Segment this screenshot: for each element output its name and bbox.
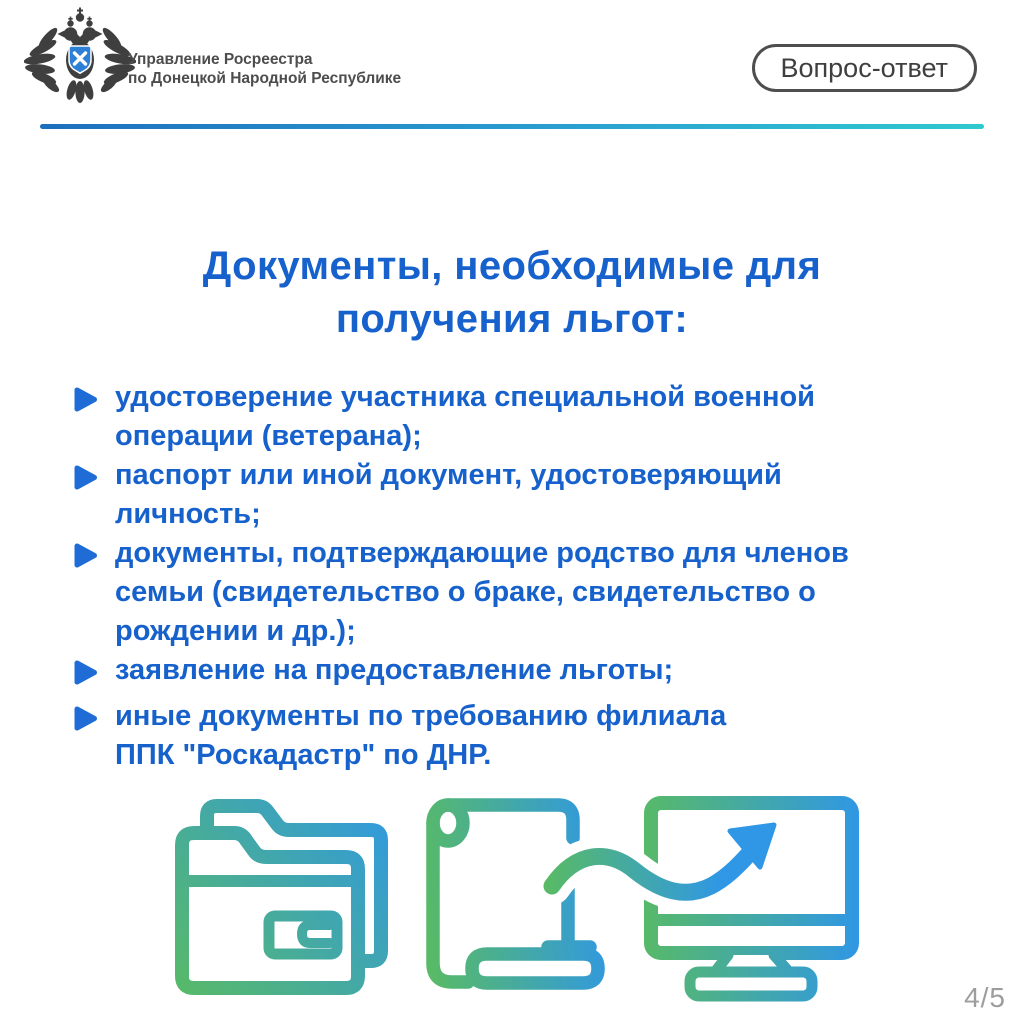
- list-line: заявление на предоставление льготы;: [115, 654, 674, 686]
- org-name-line2: по Донецкой Народной Республике: [128, 70, 402, 87]
- bullet-triangle-icon: [73, 456, 115, 502]
- list-line: документы, подтверждающие родство для членов: [115, 537, 849, 569]
- list-item: [73, 534, 957, 651]
- title-line2: получения льгот:: [335, 297, 689, 341]
- scroll-icon: [433, 805, 598, 983]
- org-name-line1: Управление Росреестра: [128, 51, 313, 68]
- list-item-text: [115, 534, 957, 651]
- title-line1: Документы, необходимые для: [202, 244, 822, 288]
- badge-label: Вопрос-ответ: [780, 52, 948, 83]
- bullet-triangle-icon: [73, 697, 115, 743]
- list-line: операции (ветерана);: [115, 420, 422, 452]
- bullet-triangle-icon: [73, 378, 115, 424]
- bullet-triangle-icon: [73, 651, 115, 697]
- list-line: паспорт или иной документ, удостоверяющий: [115, 459, 782, 491]
- documents-transfer-illustration: [162, 783, 862, 1023]
- folder-icon: [182, 806, 381, 988]
- list-line: семьи (свидетельство о браке, свидетельство о: [115, 576, 816, 608]
- list-line: ППК "Роскадастр" по ДНР.: [115, 739, 492, 771]
- page-indicator: 4/5: [964, 982, 1006, 1013]
- benefits-doc-list: [73, 378, 957, 775]
- list-item-text: [115, 651, 957, 690]
- bullet-triangle-icon: [73, 534, 115, 580]
- page-title: [0, 240, 1024, 346]
- list-line: личность;: [115, 498, 261, 530]
- list-line: рождении и др.);: [115, 615, 356, 647]
- list-line: удостоверение участника специальной военной: [115, 381, 816, 413]
- list-item-text: [115, 378, 957, 456]
- eagle-emblem-icon: [24, 6, 136, 108]
- question-answer-badge: [752, 44, 977, 92]
- list-item-text: [115, 697, 957, 775]
- org-name: [128, 50, 401, 88]
- list-line: иные документы по требованию филиала: [115, 700, 727, 732]
- list-item: [73, 456, 957, 534]
- list-item-text: [115, 456, 957, 534]
- header-divider: [40, 124, 984, 129]
- list-item: [73, 697, 957, 775]
- rosreestr-eagle-logo: [24, 6, 136, 108]
- list-item: [73, 378, 957, 456]
- list-item: [73, 651, 957, 697]
